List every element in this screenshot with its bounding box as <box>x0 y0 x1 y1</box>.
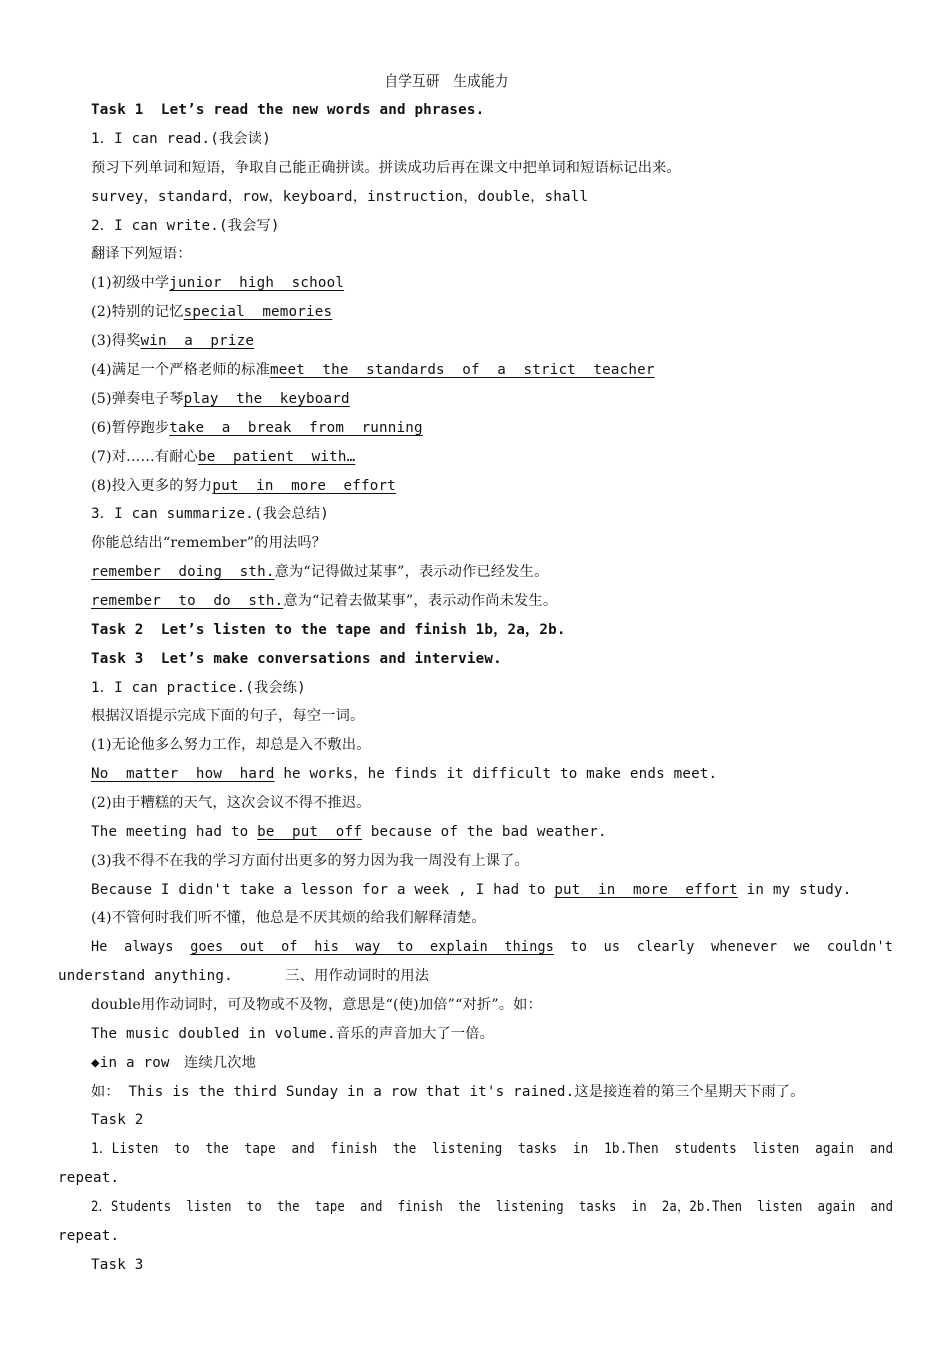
practice-instruction: 根据汉语提示完成下面的句子，每空一词。 <box>91 708 365 724</box>
task3-heading: Task 3 Let’s make conversations and interview. <box>91 651 502 667</box>
answer-blank: special memories <box>183 304 333 320</box>
phrase-item: (5)弹奏电子琴play the keyboard <box>91 391 350 407</box>
practice-label: 1．I can practice.(我会练) <box>91 680 306 696</box>
answer-blank: win a prize <box>140 333 255 349</box>
task2-step1-cont: repeat. <box>58 1170 120 1186</box>
double-example: The music doubled in volume.音乐的声音加大了一倍。 <box>91 1026 495 1042</box>
sentence-answer: No matter how hard he works，he finds it difficult to make ends meet. <box>91 766 718 782</box>
summarize-answer: remember doing sth.意为“记得做过某事”，表示动作已经发生。 <box>91 564 549 580</box>
sentence-prompt: (3)我不得不在我的学习方面付出更多的努力因为我一周没有上课了。 <box>91 853 529 869</box>
write-label: 2．I can write.(我会写) <box>91 218 280 234</box>
sentence-continuation: understand anything. 三、用作动词时的用法 <box>58 968 430 984</box>
phrase-item: (8)投入更多的努力put in more effort <box>91 478 396 494</box>
answer-blank: meet the standards of a strict teacher <box>269 362 655 378</box>
summarize-answer: remember to do sth.意为“记着去做某事”，表示动作尚未发生。 <box>91 593 558 609</box>
task2-heading: Task 2 Let’s listen to the tape and finish 1b，2a，2b. <box>91 622 566 638</box>
page-title: 自学互研 生成能力 <box>384 72 509 90</box>
answer-blank: be put off <box>257 824 362 840</box>
phrase-item: (7)对……有耐心be patient with… <box>91 449 356 465</box>
summarize-question: 你能总结出“remember”的用法吗？ <box>91 535 327 551</box>
in-a-row-example: 如： This is the third Sunday in a row that it's rained.这是接连着的第三个星期天下雨了。 <box>91 1084 805 1100</box>
task2-step2: 2．Students listen to the tape and finish the listening tasks in 2a，2b.Then listen again and <box>91 1199 894 1215</box>
answer-blank: put in more effort <box>212 478 396 494</box>
task2-step2-cont: repeat. <box>58 1228 120 1244</box>
word-list: survey，standard，row，keyboard，instruction，double，shall <box>91 189 589 205</box>
summarize-label: 3．I can summarize.(我会总结) <box>91 506 330 522</box>
sentence-answer: Because I didn't take a lesson for a week , I had to put in more effort in my study. <box>91 882 852 898</box>
phrase-item: (6)暂停跑步take a break from running <box>91 420 423 436</box>
task1-heading: Task 1 Let’s read the new words and phrases. <box>91 102 485 118</box>
task3-answer-label: Task 3 <box>91 1257 144 1273</box>
answer-blank: goes out of his way to explain things <box>190 939 555 955</box>
answer-blank: remember to do sth. <box>91 593 284 609</box>
sentence-prompt: (1)无论他多么努力工作，却总是入不敷出。 <box>91 737 371 753</box>
answer-blank: remember doing sth. <box>91 564 275 580</box>
phrase-item: (4)满足一个严格老师的标准meet the standards of a strict teacher <box>91 362 655 378</box>
task2-answer-label: Task 2 <box>91 1112 144 1128</box>
sentence-answer: He always goes out of his way to explain things to us clearly whenever we couldn't <box>91 939 893 955</box>
task2-step1: 1．Listen to the tape and finish the listening tasks in 1b.Then students listen again and <box>91 1141 894 1157</box>
sentence-prompt: (2)由于糟糕的天气，这次会议不得不推迟。 <box>91 795 371 811</box>
sentence-answer: The meeting had to be put off because of the bad weather. <box>91 824 607 840</box>
answer-blank: junior high school <box>169 275 345 291</box>
section-heading: 三、用作动词时的用法 <box>285 968 430 984</box>
answer-blank: be patient with… <box>198 449 356 465</box>
in-a-row-note: ◆in a row 连续几次地 <box>91 1055 256 1071</box>
phrase-item: (3)得奖win a prize <box>91 333 255 349</box>
read-label: 1．I can read.(我会读) <box>91 131 271 147</box>
double-description: double用作动词时，可及物或不及物，意思是“(使)加倍”“对折”。如： <box>91 997 542 1013</box>
answer-blank: take a break from running <box>169 420 423 436</box>
phrase-item: (1)初级中学junior high school <box>91 275 345 291</box>
answer-blank: No matter how hard <box>91 766 275 782</box>
write-instruction: 翻译下列短语： <box>91 246 192 262</box>
sentence-prompt: (4)不管何时我们听不懂，他总是不厌其烦的给我们解释清楚。 <box>91 910 486 926</box>
read-instruction: 预习下列单词和短语，争取自己能正确拼读。拼读成功后再在课文中把单词和短语标记出来。 <box>91 160 681 176</box>
answer-blank: put in more effort <box>554 882 738 898</box>
phrase-item: (2)特别的记忆special memories <box>91 304 333 320</box>
answer-blank: play the keyboard <box>183 391 350 407</box>
